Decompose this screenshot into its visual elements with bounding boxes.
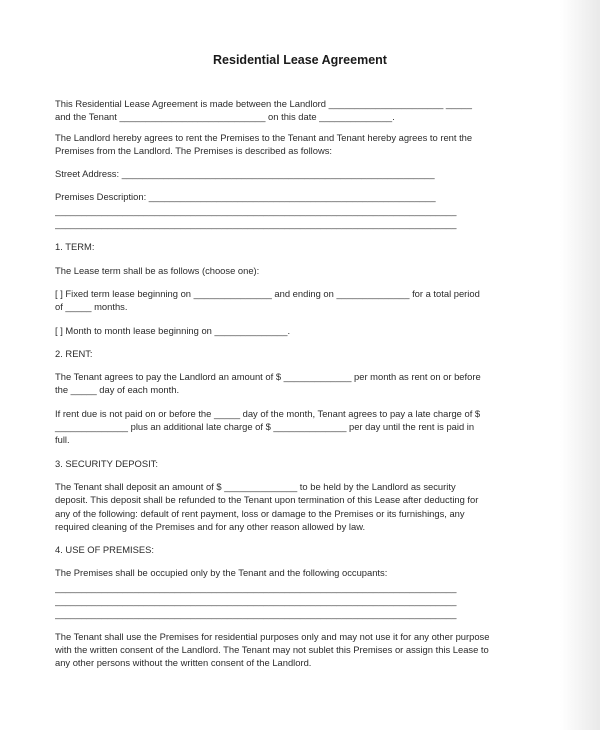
residential-use-paragraph: The Tenant shall use the Premises for residential purposes only and may not use it for any other purpose with the written consent of the Landlord. The Tenant may not sublet this Premises or assign this Lease to any other persons without the written consent of the Landlord. [55,630,490,669]
intro-paragraph: This Residential Lease Agreement is made between the Landlord ______________________ _____ and the Tenant ____________________________ on this date ______________. [55,98,472,123]
occupants-paragraph: The Premises shall be occupied only by the Tenant and the following occupants: [55,567,388,579]
rent-heading: 2. RENT: [55,347,93,359]
occupants-blank-line: _____________________________________________________________________________ [55,595,457,607]
page-edge-shadow [560,0,600,730]
late-charge-paragraph: If rent due is not paid on or before the _____ day of the month, Tenant agrees to pay a late charge of $ ______________ plus an additional late charge of $ ______________ per day until the rent is paid in full. [55,407,481,446]
description-blank-line: _____________________________________________________________________________ [55,218,457,230]
occupants-blank-line: _____________________________________________________________________________ [55,581,457,593]
document-body [55,97,533,670]
month-to-month-option: [ ] Month to month lease beginning on ______________. [55,324,291,336]
premises-description-field: Premises Description: _______________________________________________________ [55,191,436,203]
term-intro: The Lease term shall be as follows (choose one): [55,264,260,276]
street-address-field: Street Address: ____________________________________________________________ [55,168,435,180]
term-heading: 1. TERM: [55,241,95,253]
security-deposit-paragraph: The Tenant shall deposit an amount of $ ______________ to be held by the Landlord as security deposit. This deposit shall be refunded to the Tenant upon termination of this Lease after deducting for any of the following: default of rent payment, loss or damage to the Premises or its furnishings, any required cleaning of the Premises and for any other reason allowed by law. [55,480,479,532]
security-deposit-heading: 3. SECURITY DEPOSIT: [55,457,158,469]
fixed-term-option: [ ] Fixed term lease beginning on _______________ and ending on ______________ for a total period of _____ months. [55,287,480,313]
document-title: Residential Lease Agreement [213,53,387,67]
rent-amount-paragraph: The Tenant agrees to pay the Landlord an amount of $ _____________ per month as rent on or before the _____ day of each month. [55,371,481,396]
description-blank-line: _____________________________________________________________________________ [55,204,457,216]
use-of-premises-heading: 4. USE OF PREMISES: [55,544,154,556]
occupants-blank-line: _____________________________________________________________________________ [55,608,457,620]
agreement-paragraph: The Landlord hereby agrees to rent the Premises to the Tenant and Tenant hereby agrees to rent the Premises from the Landlord. The Premises is described as follows: [55,131,473,156]
